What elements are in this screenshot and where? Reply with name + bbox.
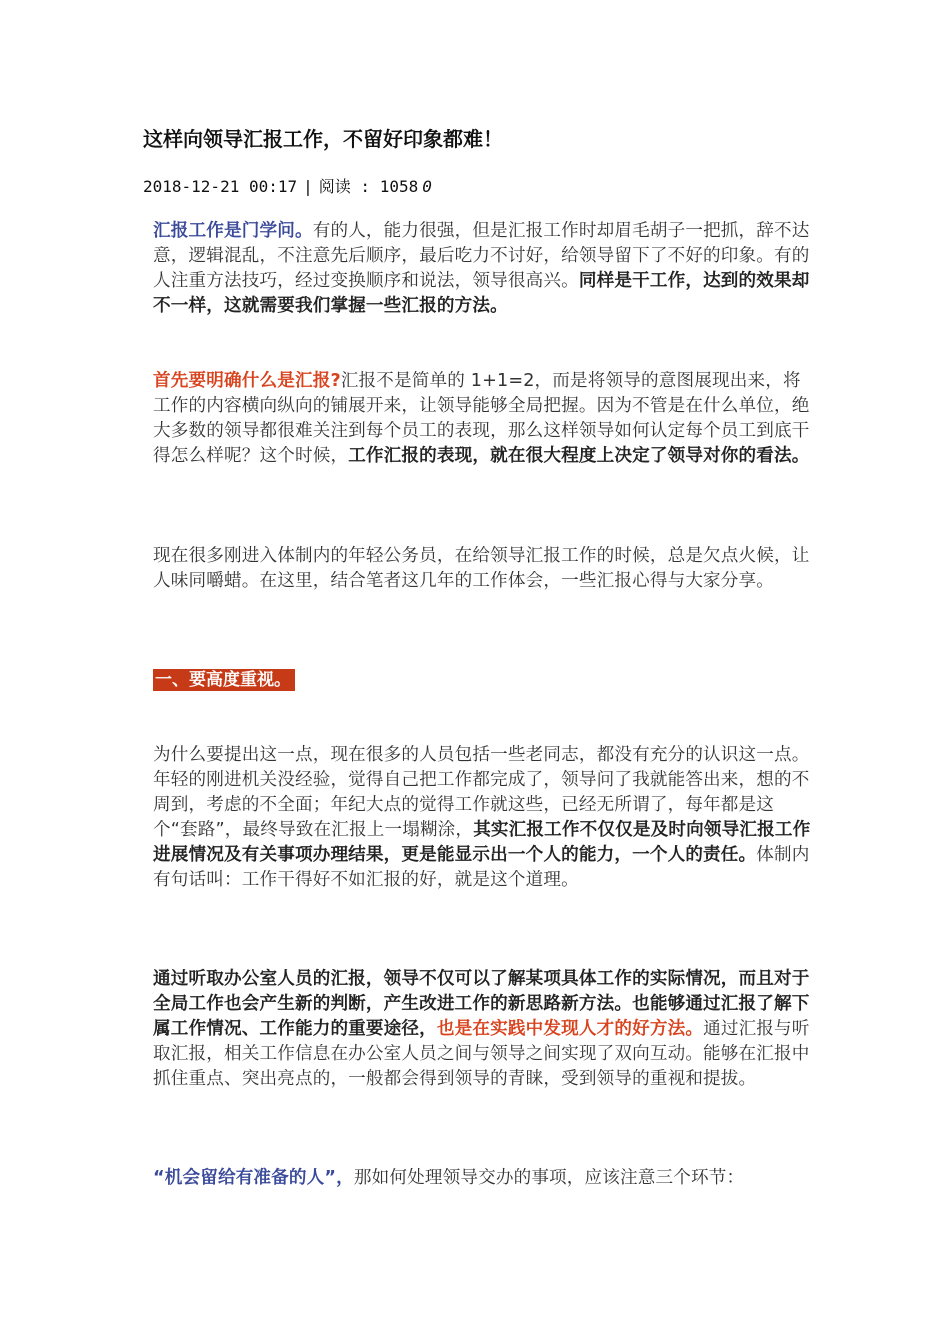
section-heading-1: 一、要高度重视。: [153, 669, 295, 691]
paragraph-intro: [153, 219, 813, 319]
read-count: 1058: [379, 177, 419, 196]
article-title: 这样向领导汇报工作，不留好印象都难！: [143, 127, 503, 151]
what-is-report-lead: 首先要明确什么是汇报?: [153, 371, 341, 391]
opportunity-body: 那如何处理领导交办的事项，应该注意三个环节：: [353, 1168, 745, 1188]
listening-red: 也是在实践中发现人才的好方法。: [436, 1019, 704, 1039]
intro-bold: 同样是干工作，达到的效果却不一样，这就需要我们掌握一些汇报的方法。: [153, 271, 810, 316]
what-is-report-body: 汇报不是简单的 1+1=2，而是将领导的意图展现出来，将工作的内容横向纵向的铺展开来，让领导能够全局把握。因为不管是在什么单位，绝大多数的领导都很难关注到每个员工的表现，那么这样领导如何认定每个员工到底干得怎么样呢？这个时候，: [153, 371, 810, 466]
paragraph-what-is-report: [153, 369, 813, 469]
article-meta: [143, 174, 432, 197]
opportunity-quote: “机会留给有准备的人”，: [153, 1168, 354, 1188]
why-important-tail: 体制内有句话叫：工作干得好不如汇报的好，就是这个道理。: [153, 845, 810, 890]
read-label: 阅读 :: [318, 177, 371, 196]
listening-bold: 通过听取办公室人员的汇报，领导不仅可以了解某项具体工作的实际情况，而且对于全局工作也会产生新的判断，产生改进工作的新思路新方法。也能够通过汇报了解下属工作情况、工作能力的重要途径，: [153, 969, 810, 1039]
paragraph-why-important: [153, 743, 813, 893]
meta-extra: 0: [422, 177, 432, 196]
publish-datetime: 2018-12-21 00:17: [143, 177, 298, 196]
young-officials-body: 现在很多刚进入体制内的年轻公务员，在给领导汇报工作的时候，总是欠点火候，让人味同嚼蜡。在这里，结合笔者这几年的工作体会，一些汇报心得与大家分享。: [153, 546, 810, 591]
listening-tail: 通过汇报与听取汇报，相关工作信息在办公室人员之间与领导之间实现了双向互动。能够在汇报中抓住重点、突出亮点的，一般都会得到领导的青睐，受到领导的重视和提拔。: [153, 1019, 810, 1089]
why-important-body: 为什么要提出这一点，现在很多的人员包括一些老同志，都没有充分的认识这一点。年轻的刚进机关没经验，觉得自己把工作都完成了，领导问了我就能答出来，想的不周到，考虑的不全面；年纪大点的觉得工作就这些，已经无所谓了，每年都是这个“套路”，最终导致在汇报上一塌糊涂，: [153, 745, 810, 840]
meta-separator: |: [303, 177, 313, 196]
paragraph-opportunity: [153, 1166, 813, 1191]
paragraph-young-officials: [153, 544, 813, 594]
why-important-bold: 其实汇报工作不仅仅是及时向领导汇报工作进展情况及有关事项办理结果，更是能显示出一个人的能力，一个人的责任。: [153, 820, 811, 865]
what-is-report-bold: 工作汇报的表现，就在很大程度上决定了领导对你的看法。: [348, 446, 810, 466]
intro-lead: 汇报工作是门学问。: [153, 221, 313, 241]
intro-body: 有的人，能力很强，但是汇报工作时却眉毛胡子一把抓，辞不达意，逻辑混乱，不注意先后顺序，最后吃力不讨好，给领导留下了不好的印象。有的人注重方法技巧，经过变换顺序和说法，领导很高兴。: [153, 221, 810, 291]
paragraph-listening: [153, 967, 813, 1092]
